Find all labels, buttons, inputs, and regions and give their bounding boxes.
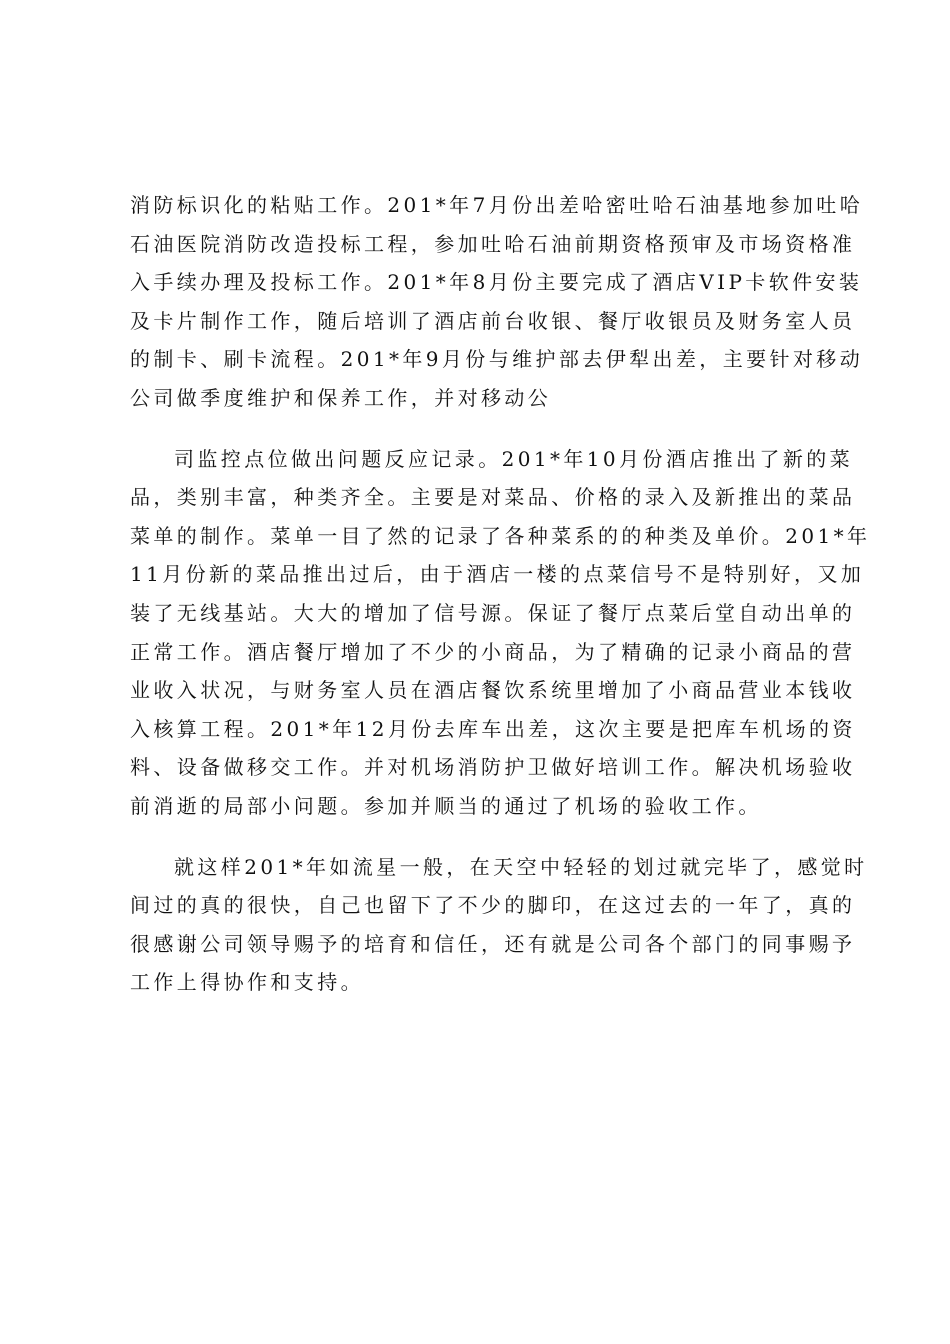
text-line: 及卡片制作工作，随后培训了酒店前台收银、餐厅收银员及财务室人员: [130, 308, 856, 333]
text-line: 前消逝的局部小问题。参加并顺当的通过了机场的验收工作。: [130, 793, 762, 818]
text-line: 司监控点位做出问题反应记录。201*年10月份酒店推出了新的菜: [174, 446, 854, 471]
text-line: 消防标识化的粘贴工作。201*年7月份出差哈密吐哈石油基地参加吐哈: [130, 193, 864, 217]
text-line: 菜单的制作。菜单一目了然的记录了各种菜系的的种类及单价。201*年: [130, 523, 871, 548]
text-line: 正常工作。酒店餐厅增加了不少的小商品，为了精确的记录小商品的营: [130, 639, 856, 664]
paragraph-1: [130, 186, 864, 418]
text-line: 的制卡、刷卡流程。201*年9月份与维护部去伊犁出差，主要针对移动: [130, 347, 864, 372]
text-line: 间过的真的很快，自己也留下了不少的脚印，在这过去的一年了，真的: [130, 893, 856, 918]
paragraph-3: [130, 848, 868, 1002]
text-line: 入核算工程。201*年12月份去库车出差，这次主要是把库车机场的资: [130, 716, 856, 741]
text-line: 很感谢公司领导赐予的培育和信任，还有就是公司各个部门的同事赐予: [130, 931, 856, 956]
text-line: 品，类别丰富，种类齐全。主要是对菜品、价格的录入及新推出的菜品: [130, 485, 856, 510]
text-line: 入手续办理及投标工作。201*年8月份主要完成了酒店VIP卡软件安装: [130, 270, 863, 295]
text-line: 工作上得协作和支持。: [130, 970, 364, 995]
text-line: 石油医院消防改造投标工程，参加吐哈石油前期资格预审及市场资格准: [130, 231, 856, 256]
text-line: 料、设备做移交工作。并对机场消防护卫做好培训工作。解决机场验收: [130, 755, 856, 780]
text-line: 就这样201*年如流星一般，在天空中轻轻的划过就完毕了，感觉时: [174, 854, 868, 879]
document-body: [130, 186, 871, 1002]
text-line: 公司做季度维护和保养工作，并对移动公: [130, 385, 552, 410]
text-line: 业收入状况，与财务室人员在酒店餐饮系统里增加了小商品营业本钱收: [130, 678, 856, 703]
text-line: 11月份新的菜品推出过后，由于酒店一楼的点菜信号不是特别好，又加: [130, 562, 865, 587]
text-line: 装了无线基站。大大的增加了信号源。保证了餐厅点菜后堂自动出单的: [130, 600, 856, 625]
paragraph-2: [130, 440, 871, 826]
